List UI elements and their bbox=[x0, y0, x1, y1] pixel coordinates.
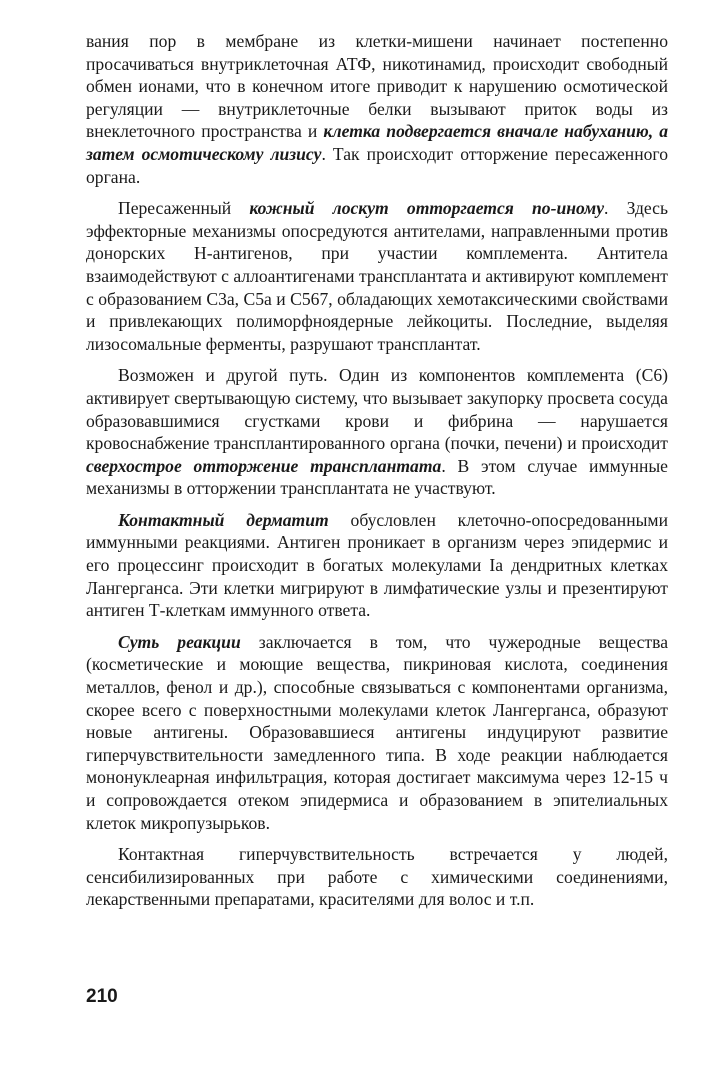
emphasis-run: Контактный дерматит bbox=[118, 509, 329, 530]
paragraph bbox=[86, 364, 668, 500]
text-run: обусловлен клеточно-опосредованными иммунными реакциями. Антиген проникает в организм через эпидермис и его процессинг происходит в богатых молекулами Ia дендритных клетках Лангерганса. Эти клетки мигрируют в лимфатические узлы и презентируют антиген Т-клеткам иммунного ответа. bbox=[86, 509, 668, 621]
text-run: вания пор в мембране из клетки-мишени начинает постепенно просачиваться внутриклеточная АТФ, никотинамид, происходит свободный обмен ионами, что в конечном итоге приводит к нарушению осмотической регуляции — внутриклеточные белки вызывают приток воды из внеклеточного пространства и bbox=[86, 31, 668, 142]
emphasis-run: кожный лоскут отторгается по-иному bbox=[249, 198, 605, 219]
paragraph bbox=[86, 843, 668, 911]
text-run: Возможен и другой путь. Один из компонентов комплемента (С6) активирует свертывающую систему, что вызывает закупорку просвета сосуда образовавшимися сгустками крови и фибрина — нарушается кровоснабжение трансплантированного органа (почки, печени) и происходит bbox=[86, 365, 668, 454]
paragraph bbox=[86, 30, 668, 188]
body-text bbox=[86, 30, 668, 911]
emphasis-run: клетка подвергается вначале набуханию, а затем осмотическому лизису bbox=[86, 121, 669, 164]
page-number: 210 bbox=[86, 986, 118, 1007]
text-run: . Здесь эффекторные механизмы опосредуются антителами, направленными против донорских Н-антигенов, при участии комплемента. Антитела взаимодействуют с аллоантигенами трансплантата и активируют комплемент с образованием С3а, С5а и С567, обладающих хемотаксическими свойствами и привлекающих полиморфноядерные лейкоциты. Последние, выделяя лизосомальные ферменты, разрушают трансплантат. bbox=[86, 198, 668, 354]
emphasis-run: сверхострое отторжение трансплантата bbox=[86, 455, 442, 476]
text-run: . В этом случае иммунные механизмы в отторжении трансплантата не участвуют. bbox=[86, 455, 668, 499]
text-run: Контактная гиперчувствительность встречается у людей, сенсибилизированных при работе с химическими соединениями, лекарственными препаратами, красителями для волос и т.п. bbox=[86, 844, 668, 910]
text-run: Пересаженный bbox=[118, 198, 250, 219]
paragraph bbox=[86, 509, 668, 622]
text-run: . Так происходит отторжение пересаженного органа. bbox=[86, 143, 668, 187]
paragraph bbox=[86, 197, 668, 355]
text-run: заключается в том, что чужеродные вещества (косметические и моющие вещества, пикриновая кислота, соединения металлов, фенол и др.), способные связываться с компонентами организма, скорее всего с поверхностными молекулами клеток Лангерганса, образуют новые антигены. Образовавшиеся антигены индуцируют развитие гиперчувствительности замедленного типа. В ходе реакции наблюдается мононуклеарная инфильтрация, которая достигает максимума через 12-15 ч и сопровождается отеком эпидермиса и образованием в эпителиальных клеток микропузырьков. bbox=[86, 631, 668, 833]
emphasis-run: Суть реакции bbox=[118, 631, 241, 652]
paragraph bbox=[86, 631, 668, 834]
